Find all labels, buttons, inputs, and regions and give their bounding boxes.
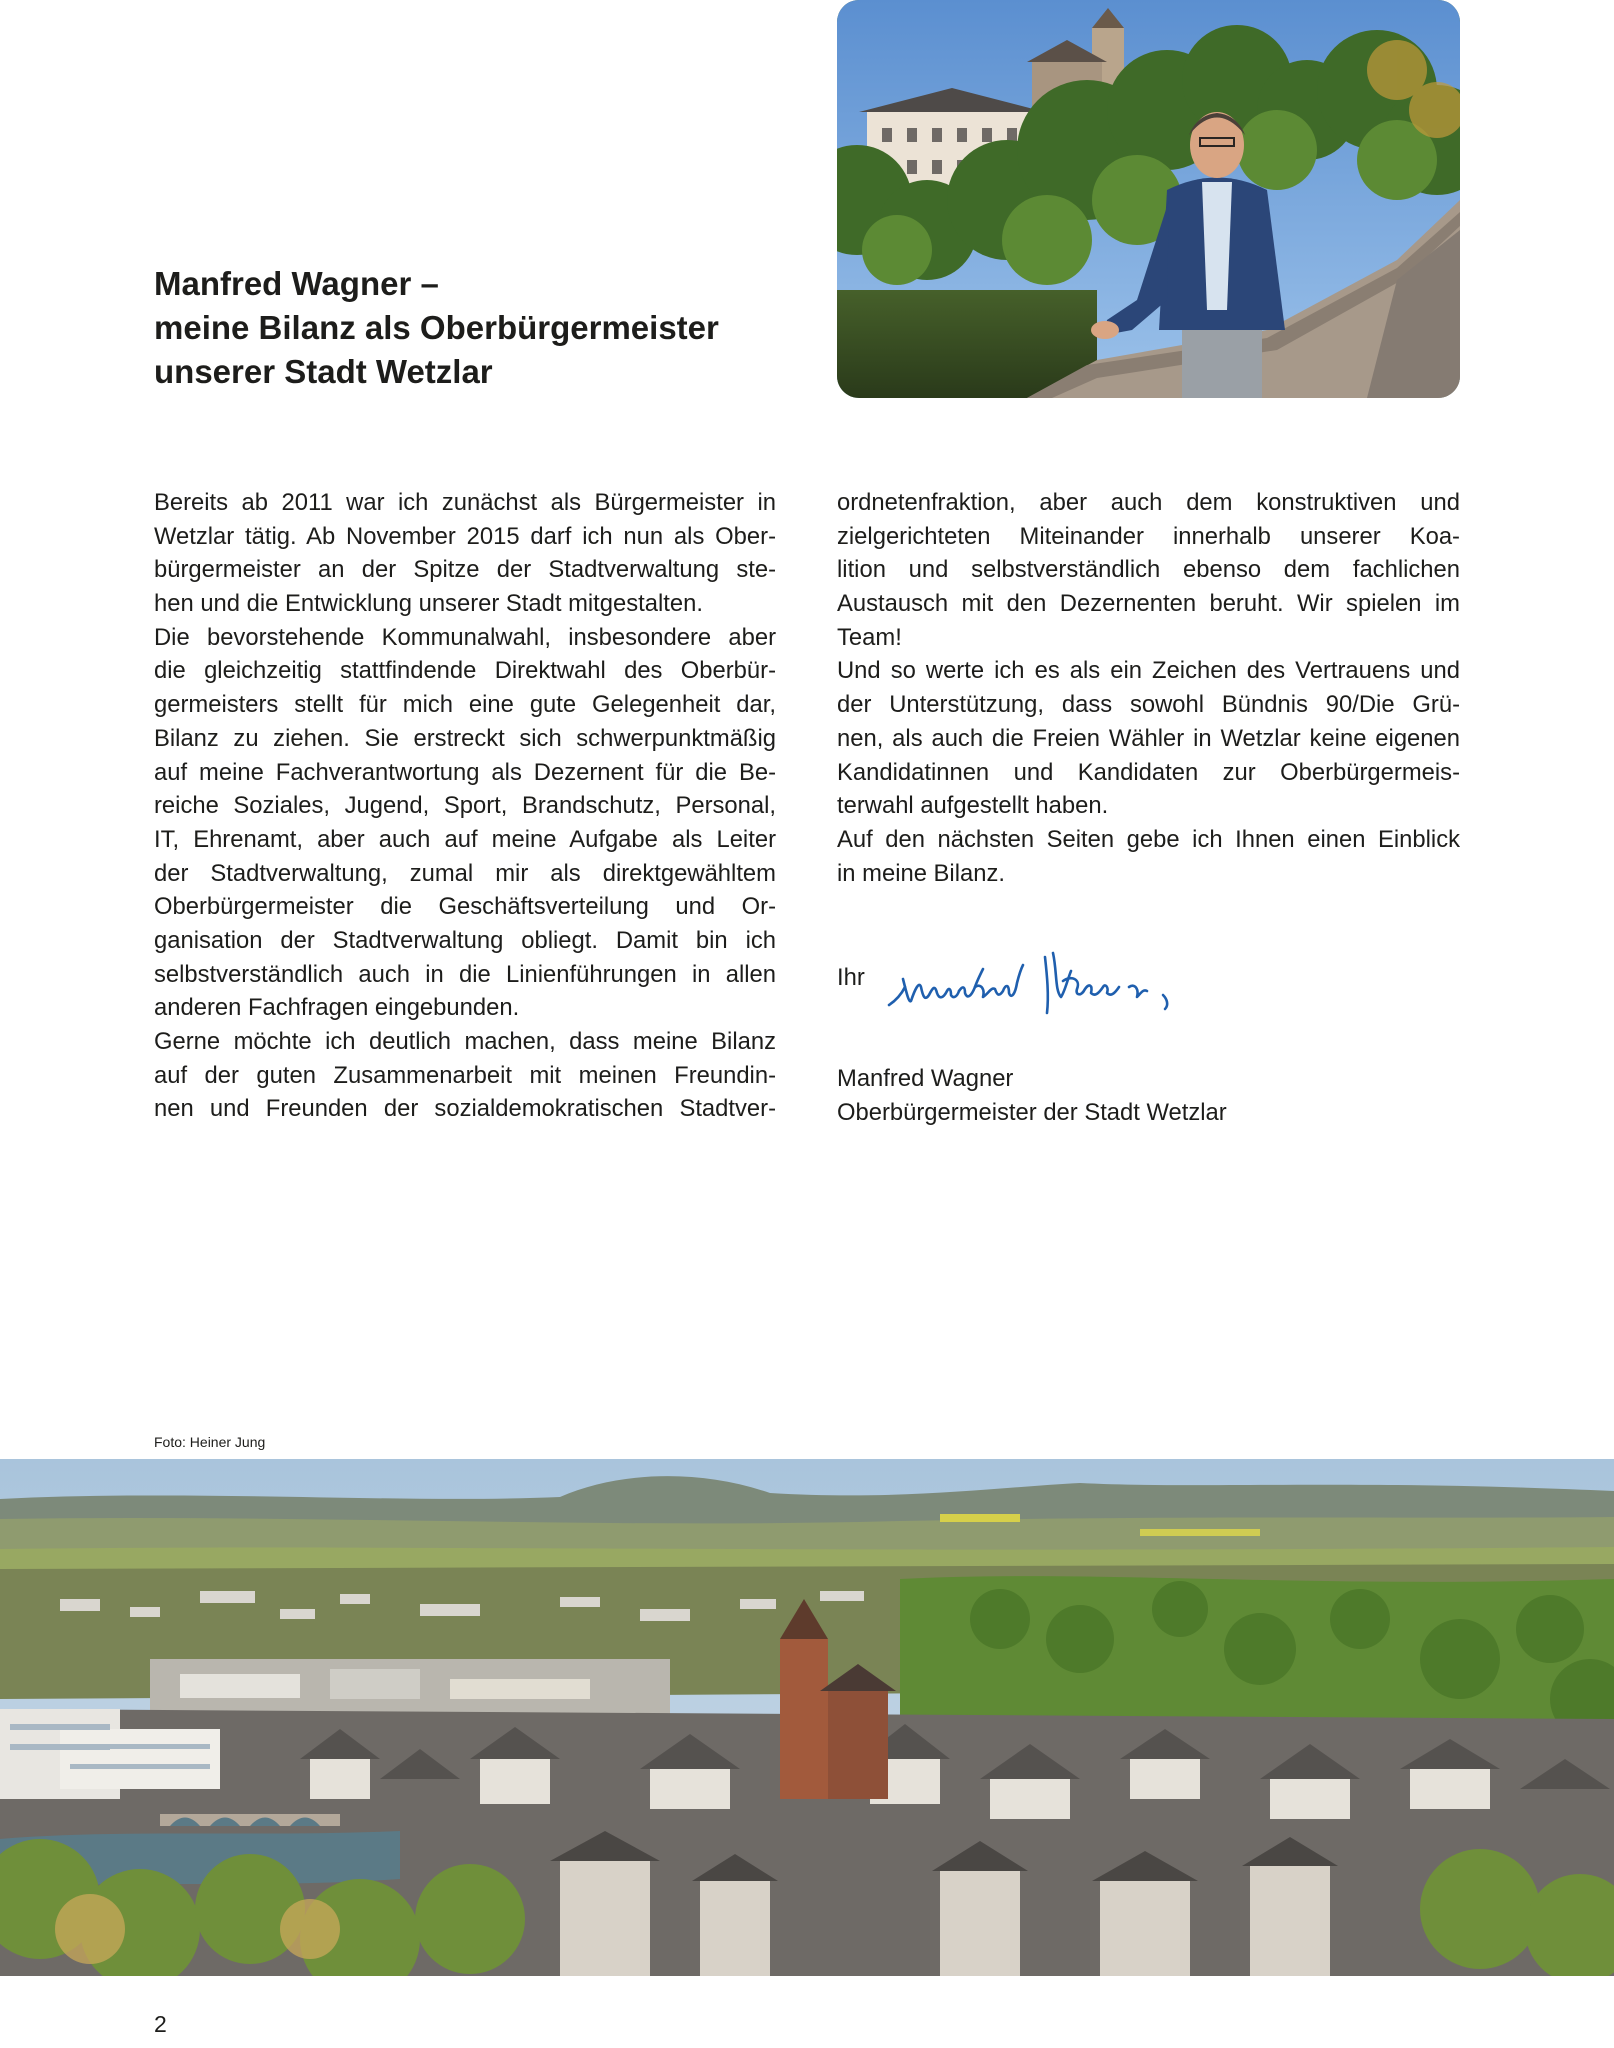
title-line: meine Bilanz als Oberbürgermeister [154,309,719,346]
body-line: IT, Ehrenamt, aber auch auf meine Aufgabe als Leiter [154,825,776,853]
body-line: ordnetenfraktion, aber auch dem konstruktiven und [837,489,1460,516]
portrait-photo [837,0,1460,398]
body-line: der Stadtverwaltung, zumal mir als direktgewähltem [154,859,776,887]
page-title [154,262,794,394]
body-line: terwahl aufgestellt haben. [837,792,1109,820]
title-line: Manfred Wagner – [154,265,439,302]
body-line: nen, als auch die Freien Wähler in Wetzlar keine eigenen [837,724,1460,752]
signatory-name: Manfred Wagner [837,1065,1014,1092]
body-line: Oberbürgermeister die Geschäftsverteilung und Or- [154,893,776,921]
body-line: der Unterstützung, dass sowohl Bündnis 90/Die Grü- [837,691,1460,719]
body-line: ganisation der Stadtverwaltung obliegt. Damit bin ich [154,926,776,954]
body-line: Bereits ab 2011 war ich zunächst als Bürgermeister in [154,489,776,516]
title-line: unserer Stadt Wetzlar [154,353,493,390]
body-line: Team! [837,623,902,651]
body-line: bürgermeister an der Spitze der Stadtverwaltung ste- [154,556,776,584]
body-line: in meine Bilanz. [837,859,1005,887]
body-line: reiche Soziales, Jugend, Sport, Brandschutz, Personal, [154,792,776,820]
body-line: lition und selbstverständlich ebenso dem fachlichen [837,556,1460,584]
body-line: auf der guten Zusammenarbeit mit meinen Freundin- [154,1061,776,1089]
city-panorama-photo [0,1459,1614,1976]
salutation: Ihr [837,964,865,991]
body-line: Kandidatinnen und Kandidaten zur Oberbürgermeis- [837,758,1460,786]
body-line: zielgerichteten Miteinander innerhalb unserer Koa- [837,522,1460,550]
body-line: Die bevorstehende Kommunalwahl, insbesondere aber [154,623,776,651]
body-line: nen und Freunden der sozialdemokratischen Stadtver- [154,1095,776,1123]
body-text-left-column [154,486,776,1126]
body-line: Bilanz zu ziehen. Sie erstreckt sich schwerpunktmäßig [154,724,776,752]
body-line: selbstverständlich auch in die Linienführungen in allen [154,960,776,988]
body-line: anderen Fachfragen eingebunden. [154,994,520,1022]
body-line: Wetzlar tätig. Ab November 2015 darf ich nun als Ober- [154,522,776,550]
body-line: auf meine Fachverantwortung als Dezernent für die Be- [154,758,776,786]
photo-credit: Foto: Heiner Jung [154,1434,266,1450]
handwritten-signature [885,935,1185,1035]
body-line: Auf den nächsten Seiten gebe ich Ihnen einen Einblick [837,825,1460,853]
body-line: Und so werte ich es als ein Zeichen des Vertrauens und [837,657,1460,685]
page-number: 2 [154,2011,167,2037]
body-line: germeisters stellt für mich eine gute Gelegenheit dar, [154,691,776,719]
body-line: Austausch mit den Dezernenten beruht. Wir spielen im [837,590,1460,618]
body-text-right-column [837,486,1460,890]
signatory-role: Oberbürgermeister der Stadt Wetzlar [837,1099,1227,1126]
body-line: die gleichzeitig stattfindende Direktwahl des Oberbür- [154,657,776,685]
body-line: Gerne möchte ich deutlich machen, dass meine Bilanz [154,1028,776,1055]
body-line: hen und die Entwicklung unserer Stadt mitgestalten. [154,590,703,618]
